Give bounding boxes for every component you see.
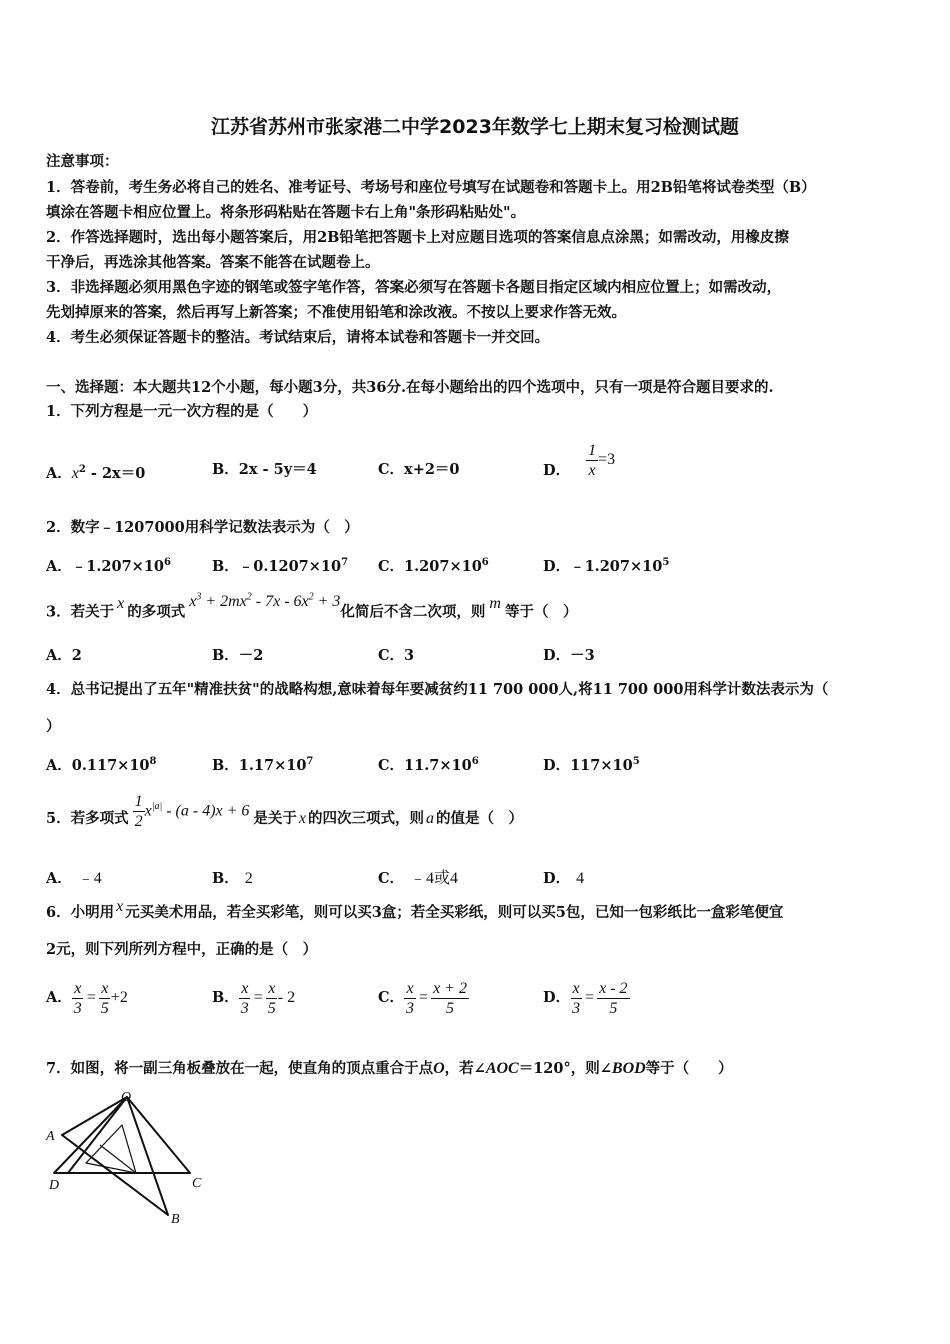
q5-d-text: 4 [576, 870, 585, 887]
q6-pre: 6．小明用 [46, 904, 115, 921]
q4-a-label: A． [46, 756, 72, 774]
q5-c-text: ﹣4或4 [410, 870, 459, 887]
q7-label-a: A [46, 1129, 55, 1144]
q6-c-frac-1 [404, 980, 416, 1017]
q5-tail: 的值是（ ） [436, 810, 524, 827]
q2-c-base: 1.207×10 [404, 557, 482, 575]
q4-a-base: 0.117×10 [71, 756, 150, 774]
q3-poly-c: - 7x - 6x [251, 593, 309, 611]
q2-b-exp: 7 [341, 557, 349, 568]
q4-option-c [378, 752, 479, 776]
q6-a-eq: = [86, 989, 96, 1006]
q3-poly-d: + 3 [313, 593, 341, 611]
q1-d-rhs: =3 [598, 451, 616, 468]
q1-c-text: x+2＝0 [404, 461, 460, 478]
q3-pre: 3．若关于 [46, 603, 115, 621]
q6-stem-line-2: 2元，则下列所列方程中，正确的是（ ） [46, 941, 318, 958]
q4-option-d [543, 752, 640, 776]
q3-polynomial [189, 593, 340, 610]
q1-a-var: x [71, 464, 79, 482]
q3-var-m: m [489, 595, 501, 613]
q3-a-label: A． [46, 647, 72, 664]
q6-c-eq: = [419, 989, 429, 1006]
q6-a-expr [72, 980, 128, 1017]
q4-b-label: B． [212, 756, 239, 774]
q1-option-d [543, 438, 615, 482]
q1-option-b [212, 460, 317, 480]
q3-poly-a-exp: 3 [196, 592, 202, 603]
q6-d-d1: 3 [572, 999, 581, 1017]
q2-b-label: B． [212, 557, 239, 575]
q4-a-exp: 8 [149, 756, 157, 767]
q5-x-exp: |a| [151, 800, 163, 812]
q1-d-num: 1 [588, 441, 597, 459]
q2-c-label: C． [378, 557, 405, 575]
q6-d-n2: x - 2 [599, 979, 628, 997]
q5-option-b [212, 869, 253, 889]
q5-option-d [543, 869, 584, 889]
notice-line-4: 干净后，再选涂其他答案。答案不能答在试题卷上。 [46, 254, 380, 271]
q2-a-exp: 6 [164, 557, 171, 568]
q7-label-o: O [121, 1090, 132, 1105]
q6-a-n2: x [101, 979, 109, 997]
q1-a-rest: - 2x＝0 [85, 464, 146, 482]
q6-b-eq: = [253, 989, 263, 1006]
q4-d-exp: 5 [632, 756, 640, 767]
q7-angle-aoc: AOC [485, 1060, 519, 1077]
q1-c-label: C． [378, 461, 405, 478]
q6-b-n2: x [268, 979, 276, 997]
q3-var-x: x [117, 595, 125, 613]
q2-d-exp: 5 [662, 557, 670, 568]
q3-stem [46, 592, 578, 622]
q6-a-frac-2 [99, 980, 111, 1017]
q6-stem-line-1 [46, 898, 784, 923]
q5-b-label: B． [212, 870, 239, 887]
q6-a-frac-1 [72, 980, 84, 1017]
q3-option-b [212, 646, 263, 666]
q5-mid: 的四次三项式，则 [308, 810, 425, 827]
q5-b-text: 2 [244, 870, 253, 887]
q6-c-d1: 3 [406, 999, 415, 1017]
q5-c-label: C． [378, 870, 405, 887]
q3-poly-c-exp: 2 [308, 592, 314, 603]
q6-d-d2: 5 [609, 999, 618, 1017]
exam-title: 江苏省苏州市张家港二中学2023年数学七上期末复习检测试题 [211, 116, 739, 138]
q3-poly-a: x [189, 593, 197, 611]
q3-d-label: D． [543, 647, 571, 664]
q3-option-a [46, 646, 82, 666]
q5-a-label: A． [46, 870, 72, 887]
q6-b-label: B． [212, 989, 239, 1006]
section-1-heading: 一、选择题：本大题共12个小题，每小题3分，共36分.在每小题给出的四个选项中，只有一项是符合题目要求的. [46, 379, 774, 396]
q5-var-x: x [298, 810, 307, 827]
q3-mid: 的多项式 [127, 603, 186, 621]
q7-label-d: D [49, 1178, 60, 1193]
q5-pre: 5．若多项式 [46, 810, 129, 827]
q1-option-c [378, 460, 460, 480]
q2-a-base: ﹣1.207×10 [71, 557, 164, 575]
q4-option-a [46, 752, 156, 776]
q1-d-label: D． [543, 462, 571, 479]
q6-option-d [543, 976, 630, 1020]
q6-d-label: D． [543, 989, 571, 1006]
q6-c-n1: x [406, 979, 414, 997]
q7-triangle-figure [40, 1085, 220, 1230]
q3-post: 化简后不含二次项，则 [340, 603, 486, 621]
q6-d-frac-2 [597, 980, 629, 1017]
q3-c-text: 3 [404, 647, 415, 664]
q5-f-den: 2 [134, 812, 143, 830]
q5-post-wrap [253, 809, 523, 829]
q6-stem-rest: 元买美术用品，若全买彩笔，则可以买3盒；若全买彩纸，则可以买5包，已知一包彩纸比一盒彩笔便宜 [125, 904, 784, 921]
q6-d-expr [570, 980, 629, 1017]
q4-b-exp: 7 [306, 756, 314, 767]
q6-c-expr [404, 980, 469, 1017]
q6-b-expr [239, 980, 295, 1017]
q6-b-tail: - 2 [277, 989, 296, 1006]
q5-a-text: ﹣4 [77, 870, 102, 887]
q5-post: 是关于 [253, 810, 297, 827]
q1-a-label: A． [46, 464, 72, 482]
notice-line-1: 1．答卷前，考生务必将自己的姓名、准考证号、考场号和座位号填写在试题卷和答题卡上。用2B铅笔将试卷类型（B） [46, 179, 816, 196]
q5-option-c [378, 869, 458, 889]
q1-option-a [46, 460, 145, 484]
q7-label-c: C [192, 1176, 202, 1191]
notice-line-2: 填涂在答题卡相应位置上。将条形码粘贴在答题卡右上角"条形码粘贴处"。 [46, 204, 526, 221]
q2-stem: 2．数字﹣1207000用科学记数法表示为（ ） [46, 519, 359, 536]
q6-var-x: x [116, 898, 124, 915]
q5-d-label: D． [543, 870, 571, 887]
q2-option-a [46, 553, 171, 577]
q7-stem-pre: 7．如图，将一副三角板叠放在一起，使直角的顶点重合于点 [46, 1060, 434, 1077]
q7-stem-mid2: ＝120°，则∠ [518, 1060, 612, 1077]
q3-a-text: 2 [71, 647, 82, 664]
notice-line-6: 先划掉原来的答案，然后再写上新答案；不准使用铅笔和涂改液。不按以上要求作答无效。 [46, 304, 626, 321]
notice-heading: 注意事项： [46, 153, 119, 170]
q6-c-n2: x + 2 [433, 979, 467, 997]
q6-a-d1: 3 [73, 999, 82, 1017]
q7-point-o: O [433, 1060, 445, 1077]
q4-option-b [212, 752, 313, 776]
q3-poly-b-exp: 2 [246, 592, 252, 603]
q4-c-label: C． [378, 756, 405, 774]
notice-line-5: 3．非选择题必须用黑色字迹的钢笔或签字笔作答，答案必须写在答题卡各题目指定区域内相应位置上；如需改动， [46, 279, 782, 296]
q6-c-label: C． [378, 989, 405, 1006]
q4-c-base: 11.7×10 [404, 756, 472, 774]
q4-b-base: 1.17×10 [238, 756, 307, 774]
q4-d-label: D． [543, 756, 571, 774]
q1-b-text: 2x - 5y＝4 [238, 461, 317, 478]
q6-a-d2: 5 [100, 999, 109, 1017]
q1-d-fraction [586, 442, 598, 479]
q1-b-label: B． [212, 461, 239, 478]
q4-c-exp: 6 [471, 756, 479, 767]
q5-option-a [46, 869, 102, 889]
q2-d-base: ﹣1.207×10 [570, 557, 663, 575]
q7-angle-bod: BOD [611, 1060, 646, 1077]
q7-label-b: B [171, 1212, 180, 1227]
q6-a-n1: x [74, 979, 82, 997]
q1-stem: 1．下列方程是一元一次方程的是（ ） [46, 403, 318, 420]
q6-b-d2: 5 [267, 999, 276, 1017]
q6-d-eq: = [585, 989, 595, 1006]
q6-option-a [46, 976, 128, 1020]
q2-option-c [378, 553, 489, 577]
q4-stem-line-1: 4．总书记提出了五年"精准扶贫"的战略构想,意味着每年要减贫约11 700 000人,将11 700 000用科学计数法表示为（ [46, 681, 829, 698]
q6-option-b [212, 976, 295, 1020]
q7-stem-tail: 等于（ ） [645, 1060, 733, 1077]
q2-option-d [543, 553, 669, 577]
q5-var-a: a [426, 810, 435, 827]
q6-a-label: A． [46, 989, 72, 1006]
notice-line-3: 2．作答选择题时，选出每小题答案后，用2B铅笔把答题卡上对应题目选项的答案信息点涂黑；如需改动，用橡皮擦 [46, 229, 789, 246]
q7-stem-mid: ，若∠ [444, 1060, 486, 1077]
q6-b-d1: 3 [240, 999, 249, 1017]
q3-option-c [378, 646, 414, 666]
q2-d-label: D． [543, 557, 571, 575]
q6-b-frac-2 [266, 980, 278, 1017]
q5-f-num: 1 [134, 792, 143, 810]
q2-a-label: A． [46, 557, 72, 575]
q6-b-frac-1 [239, 980, 251, 1017]
q2-option-b [212, 553, 348, 577]
q3-b-text: －2 [238, 647, 264, 664]
q7-stem [46, 1059, 733, 1079]
q4-d-base: 117×10 [570, 756, 633, 774]
q5-stem [46, 788, 523, 834]
notice-line-7: 4．考生必须保证答题卡的整洁。考试结束后，请将本试卷和答题卡一并交回。 [46, 329, 550, 346]
q6-b-n1: x [241, 979, 249, 997]
q5-rest: - (a - 4)x + 6 [162, 802, 250, 820]
q3-b-label: B． [212, 647, 239, 664]
q5-fraction [133, 793, 145, 830]
q5-x: x [144, 802, 152, 820]
q6-a-tail: +2 [110, 989, 128, 1006]
q6-c-d2: 5 [446, 999, 455, 1017]
q3-c-label: C． [378, 647, 405, 664]
q6-option-c [378, 976, 469, 1020]
q4-stem-line-2: ） [46, 718, 61, 735]
q6-d-n1: x [572, 979, 580, 997]
q3-d-text: －3 [570, 647, 595, 664]
q5-polynomial [145, 797, 250, 821]
q6-d-frac-1 [570, 980, 582, 1017]
q3-option-d [543, 646, 595, 666]
q2-b-base: ﹣0.1207×10 [238, 557, 342, 575]
q1-a-exp: 2 [78, 464, 86, 475]
q6-c-frac-2 [431, 980, 469, 1017]
q2-c-exp: 6 [481, 557, 489, 568]
q3-poly-b: + 2mx [201, 593, 247, 611]
q3-tail: 等于（ ） [504, 603, 578, 621]
q1-d-den: x [588, 461, 596, 479]
